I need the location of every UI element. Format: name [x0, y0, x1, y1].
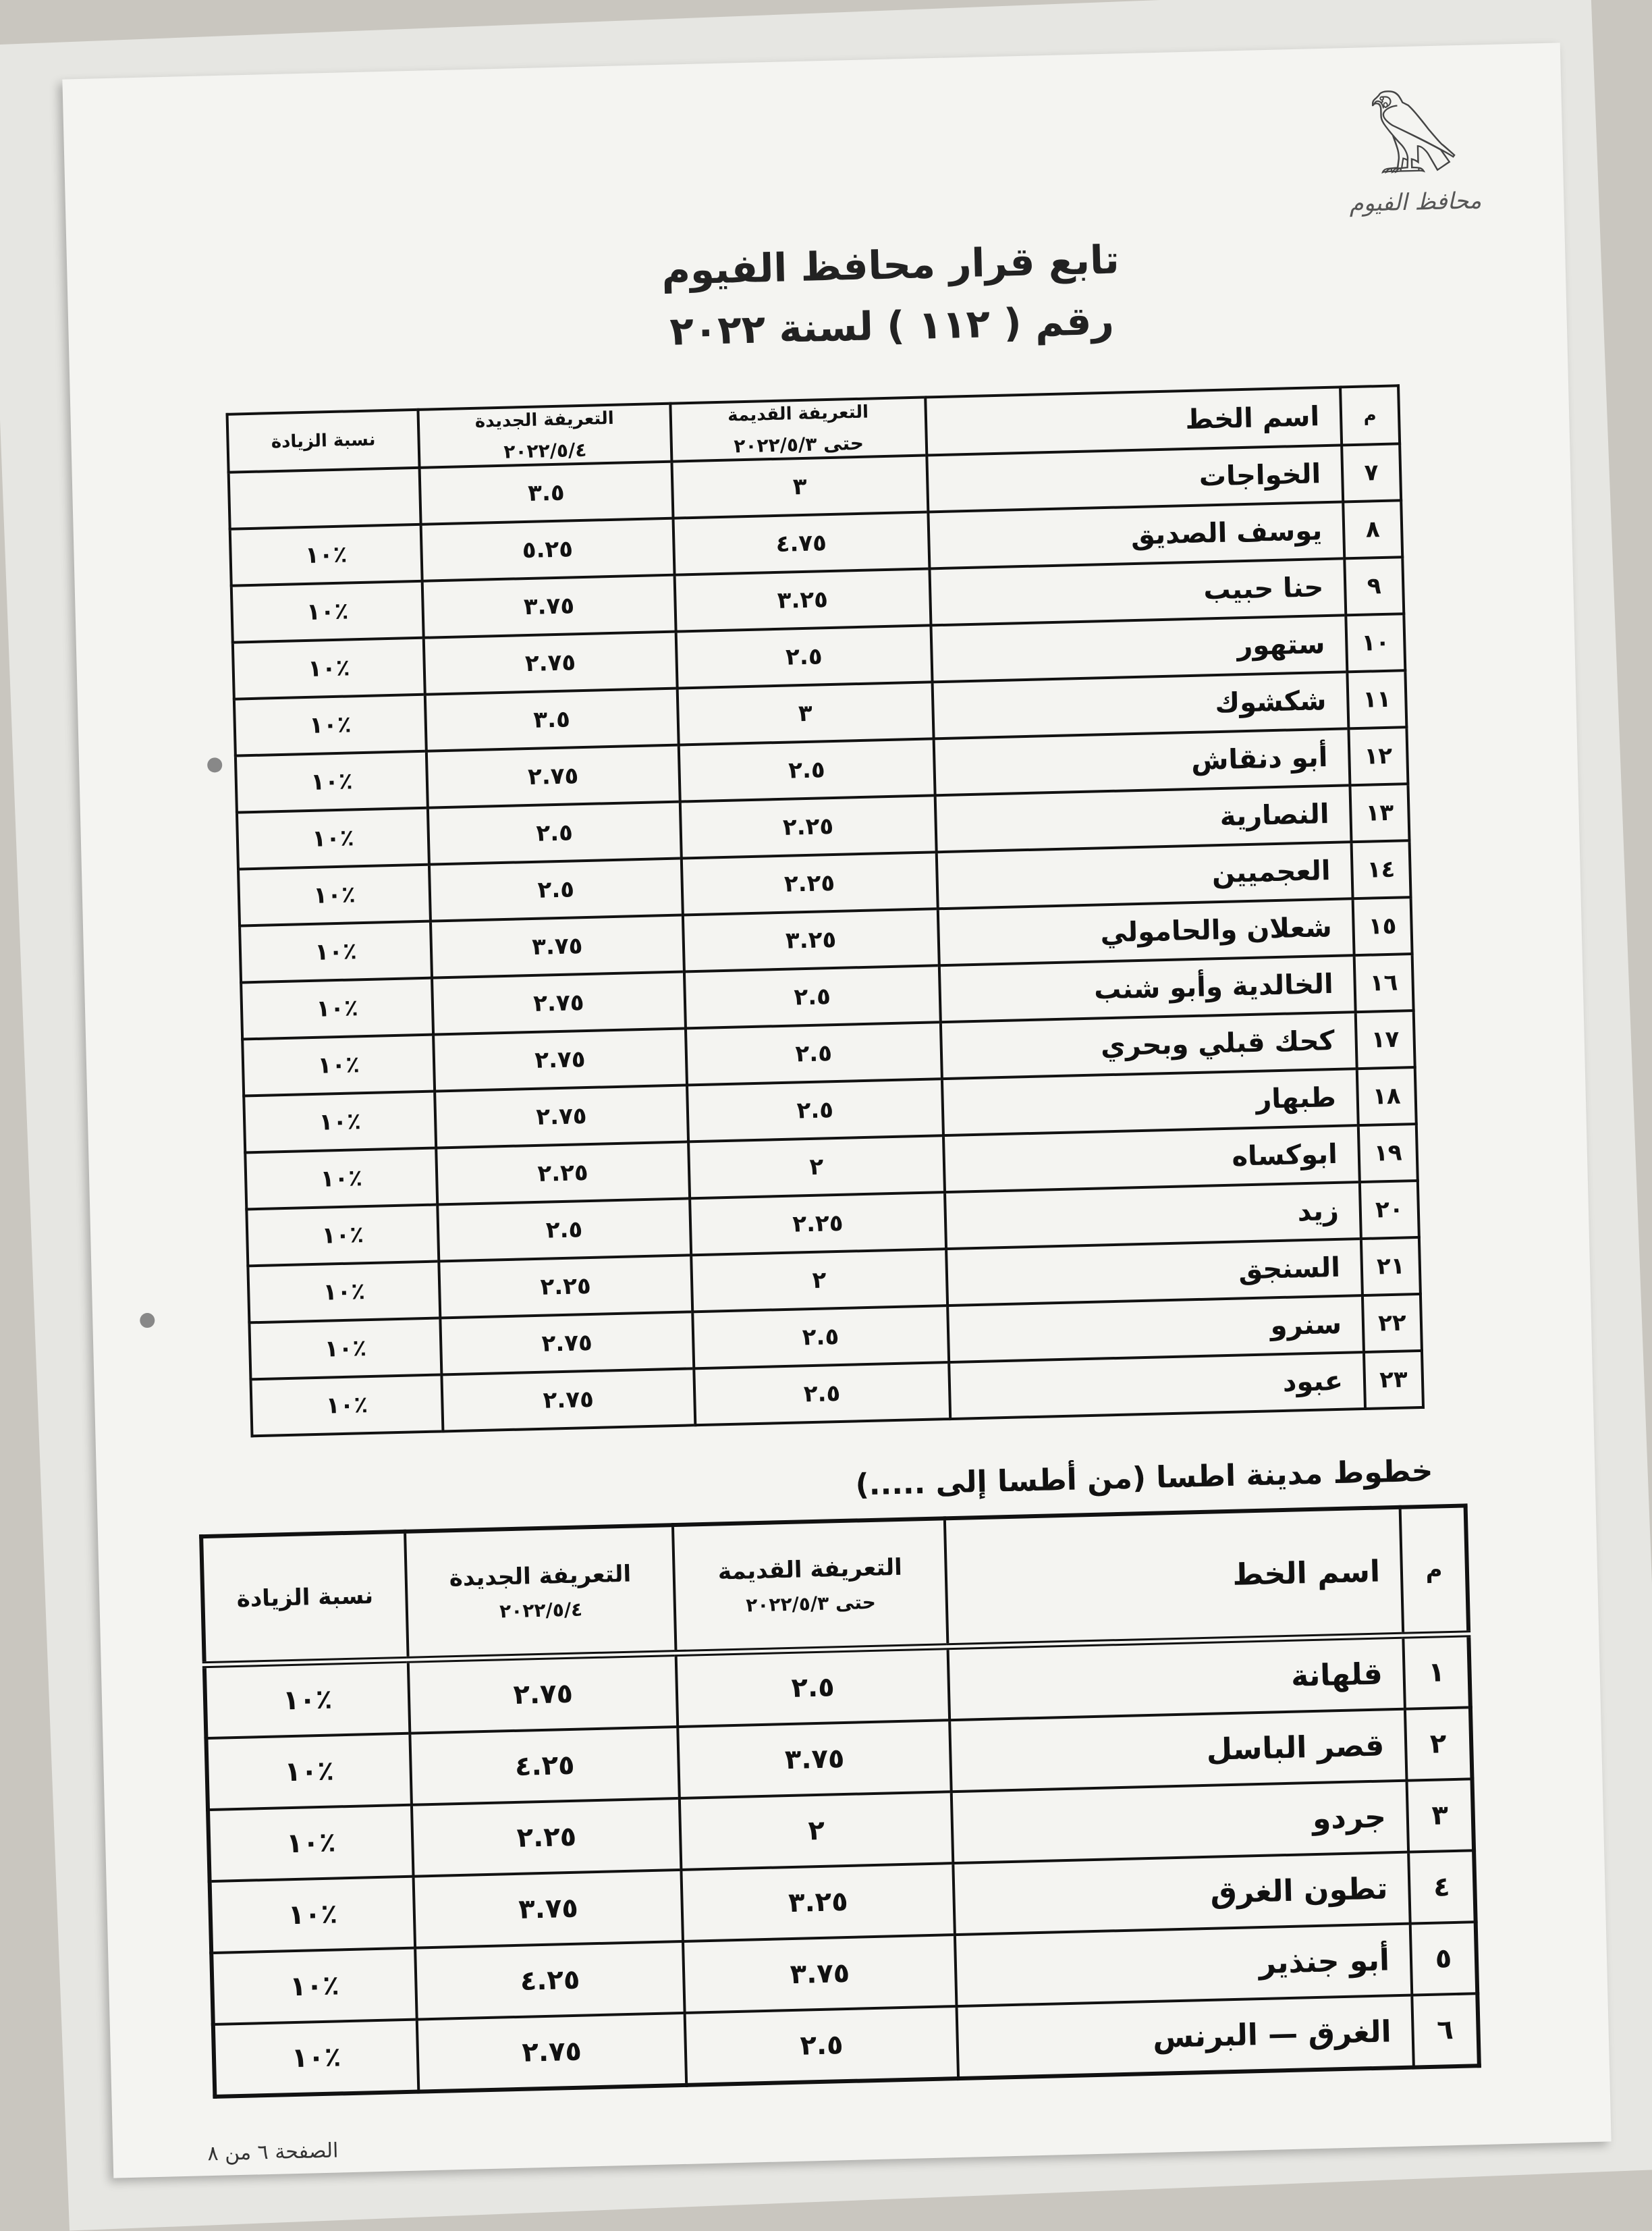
tariff-table-bottom	[199, 1503, 1481, 2099]
col-old: التعريفة القديمة حتى ٢٠٢٢/٥/٣	[673, 1518, 947, 1653]
col-name: اسم الخط	[925, 387, 1342, 455]
row-name: قصر الباسل	[949, 1709, 1406, 1792]
row-name: السنجق	[946, 1239, 1362, 1306]
document-page	[62, 43, 1611, 2178]
row-num: ١٠	[1346, 614, 1405, 672]
row-new: ٤.٢٥	[410, 1727, 680, 1805]
row-increase: ٪١٠	[249, 1318, 441, 1379]
col-old: التعريفة القديمة حتى ٢٠٢٢/٥/٣	[670, 397, 927, 461]
row-num: ٦	[1412, 1993, 1479, 2067]
row-old: ٢.٥	[684, 965, 941, 1028]
row-increase: ٪١٠	[204, 1660, 410, 1738]
row-new: ٣.٥	[425, 689, 678, 751]
row-new: ٢.٥	[437, 1198, 690, 1261]
row-new: ٢.٥	[429, 859, 682, 921]
row-name: الخواجات	[927, 445, 1343, 512]
row-old: ٢.٥	[685, 2006, 958, 2085]
row-new: ٢.٧٥	[435, 1085, 688, 1148]
row-num: ١٣	[1350, 784, 1409, 842]
row-name: العجميين	[937, 842, 1353, 909]
row-new: ٢.٧٥	[432, 971, 685, 1034]
row-num: ١٥	[1353, 897, 1412, 955]
row-increase: ٪١٠	[231, 581, 424, 643]
row-name: النصارية	[935, 785, 1352, 852]
row-new: ٢.٧٥	[433, 1028, 686, 1091]
row-old: ٣.٢٥	[682, 1863, 955, 1941]
row-old: ٣	[677, 682, 933, 745]
row-old: ٢	[691, 1249, 947, 1312]
row-old: ٢	[688, 1135, 945, 1198]
col-name: اسم الخط	[945, 1507, 1403, 1646]
row-old: ٣.٧٥	[683, 1935, 956, 2013]
row-old: ٢.٥	[687, 1079, 943, 1141]
row-old: ٢.٥	[686, 1022, 942, 1085]
row-old: ٢.٢٥	[690, 1192, 946, 1255]
tariff-table-top	[225, 384, 1425, 1437]
row-old: ٢.٥	[678, 738, 935, 801]
row-new: ٢.٢٥	[436, 1141, 689, 1204]
row-new: ٢.٢٥	[439, 1255, 692, 1318]
col-increase: نسبة الزيادة	[227, 410, 420, 473]
row-num: ٢٢	[1362, 1294, 1422, 1352]
row-name: ابوكساه	[943, 1125, 1360, 1192]
row-increase: ٪١٠	[240, 921, 432, 983]
row-old: ٢.٥	[676, 1646, 949, 1727]
row-increase: ٪١٠	[241, 978, 433, 1040]
row-increase: ٪١٠	[237, 808, 429, 869]
punch-hole	[207, 757, 223, 773]
row-name: سنرو	[947, 1295, 1364, 1362]
row-old: ٣	[671, 455, 928, 518]
row-old: ٢.٥	[694, 1362, 950, 1425]
row-new: ٢.٧٥	[417, 2013, 687, 2092]
decree-title: تابع قرار محافظ الفيوم	[661, 236, 1120, 294]
row-num: ١٩	[1358, 1124, 1418, 1182]
row-num: ٧	[1342, 443, 1401, 502]
row-num: ١٨	[1357, 1067, 1416, 1125]
row-increase: ٪١٠	[246, 1204, 439, 1266]
row-name: يوسف الصديق	[928, 502, 1344, 568]
row-increase: ٪١٠	[234, 695, 426, 756]
emblem	[1346, 96, 1483, 223]
page-number: الصفحة ٦ من ٨	[207, 2139, 339, 2166]
row-increase: ٪١٠	[211, 1948, 417, 2024]
row-new: ٣.٧٥	[414, 1870, 684, 1948]
row-name: ستهور	[931, 615, 1347, 682]
col-num: م	[1340, 385, 1400, 445]
row-name: جردو	[952, 1781, 1408, 1863]
section-title: خطوط مدينة اطسا (من أطسا إلى .....)	[854, 1453, 1433, 1503]
row-name: شعلان والحامولي	[938, 898, 1354, 965]
row-name: تطون الغرق	[953, 1852, 1410, 1935]
row-num: ٩	[1344, 557, 1404, 615]
row-new: ٢.٧٥	[408, 1653, 678, 1733]
row-name: زيد	[945, 1182, 1361, 1249]
row-num: ٢٠	[1360, 1181, 1419, 1239]
row-new: ٤.٢٥	[415, 1941, 685, 2020]
row-num: ١٧	[1356, 1011, 1415, 1069]
row-old: ٣.٢٥	[674, 568, 931, 631]
row-num: ١٤	[1352, 840, 1411, 898]
row-name: حنا حبيب	[929, 558, 1346, 625]
row-new: ٢.٧٥	[424, 632, 677, 695]
decree-header	[418, 223, 1365, 368]
row-increase: ٪١٠	[236, 751, 428, 813]
row-num: ٢	[1405, 1707, 1472, 1780]
row-num: ١	[1403, 1634, 1470, 1709]
row-increase: ٪١٠	[242, 1035, 435, 1096]
row-increase: ٪١٠	[245, 1148, 437, 1210]
handwritten-note: محافظ الفيوم	[1349, 187, 1482, 218]
row-new: ٢.٧٥	[426, 745, 680, 808]
row-increase: ٪١٠	[238, 865, 431, 926]
row-name: طبهار	[942, 1069, 1358, 1135]
row-new: ٣.٧٥	[422, 575, 676, 638]
row-num: ٢١	[1361, 1237, 1421, 1295]
row-increase: ٪١٠	[244, 1092, 436, 1153]
row-new: ٢.٥	[428, 802, 681, 865]
row-old: ٢.٢٥	[680, 795, 936, 858]
row-increase: ٪١٠	[248, 1261, 440, 1322]
row-name: أبو دنقاش	[934, 728, 1350, 795]
row-old: ٢.٥	[692, 1306, 949, 1368]
row-increase: ٪١٠	[230, 525, 422, 586]
row-old: ٤.٧٥	[673, 512, 929, 574]
row-num: ٤	[1408, 1850, 1476, 1923]
row-new: ٢.٧٥	[442, 1368, 695, 1431]
row-increase	[229, 468, 421, 529]
row-num: ١٦	[1354, 954, 1414, 1012]
row-name: كحك قبلي وبحري	[941, 1012, 1357, 1079]
row-num: ١٢	[1348, 727, 1408, 785]
row-num: ٥	[1410, 1922, 1478, 1995]
row-new: ٣.٥	[420, 462, 673, 525]
row-num: ٣	[1407, 1779, 1475, 1852]
row-increase: ٪١٠	[213, 2020, 419, 2097]
col-new: التعريفة الجديدة ٢٠٢٢/٥/٤	[418, 404, 671, 468]
row-num: ١١	[1347, 670, 1406, 728]
row-increase: ٪١٠	[208, 1805, 414, 1881]
punch-hole	[140, 1313, 155, 1328]
row-new: ٥.٢٥	[421, 518, 674, 581]
row-name: الخالدية وأبو شنب	[939, 955, 1356, 1022]
row-num: ٨	[1343, 500, 1402, 558]
row-new: ٢.٢٥	[412, 1798, 682, 1877]
decree-number: رقم ( ١١٢ ) لسنة ٢٠٢٢	[669, 297, 1115, 354]
row-name: قلهانة	[947, 1636, 1404, 1720]
row-old: ٢.٥	[676, 625, 932, 688]
row-increase: ٪١٠	[210, 1877, 416, 1953]
row-old: ٣.٢٥	[682, 909, 939, 971]
row-name: شكشوك	[933, 672, 1349, 738]
row-new: ٢.٧٥	[440, 1312, 693, 1374]
row-old: ٣.٧٥	[678, 1720, 952, 1798]
col-increase: نسبة الزيادة	[201, 1532, 408, 1665]
row-num: ٢٣	[1364, 1351, 1423, 1409]
row-name: عبود	[949, 1352, 1365, 1419]
row-increase: ٪١٠	[206, 1733, 412, 1810]
row-name: الغرق — البرنس	[956, 1995, 1413, 2078]
row-increase: ٪١٠	[250, 1374, 443, 1436]
row-increase: ٪١٠	[233, 638, 425, 699]
row-old: ٢	[680, 1792, 953, 1870]
row-name: أبو جنذير	[955, 1924, 1412, 2006]
row-new: ٣.٧٥	[431, 915, 684, 977]
row-old: ٢.٢٥	[681, 852, 937, 915]
egypt-eagle-icon: 𓅃	[1367, 96, 1460, 192]
col-new: التعريفة الجديدة ٢٠٢٢/٥/٤	[405, 1525, 676, 1660]
col-num: م	[1400, 1505, 1469, 1635]
